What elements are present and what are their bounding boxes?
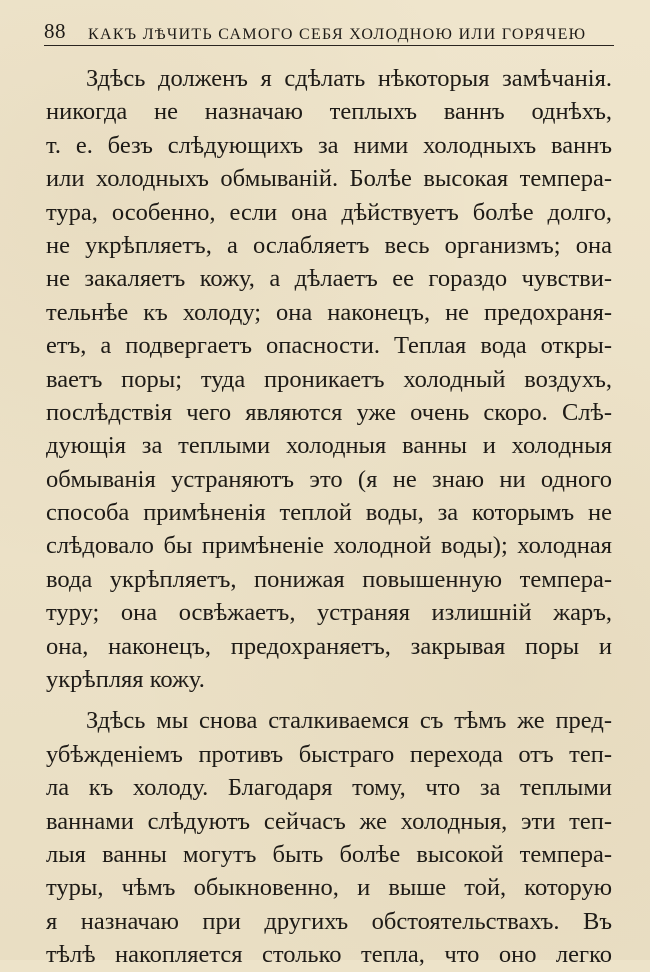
text-line: Здѣсь мы снова сталкиваемся съ тѣмъ же пред-	[86, 707, 612, 735]
text-line: слѣдовало бы примѣненіе холодной воды); холодная	[46, 532, 612, 560]
body-text	[46, 62, 612, 972]
text-line: тельнѣе къ холоду; она наконецъ, не предохраня-	[46, 298, 612, 326]
running-head: КАКЪ ЛѢЧИТЬ САМОГО СЕБЯ ХОЛОДНОЮ ИЛИ ГОРЯЧЕЮ	[88, 26, 587, 43]
header-rule	[44, 45, 614, 46]
text-line: убѣжденіемъ противъ быстраго перехода отъ теп-	[46, 740, 612, 768]
text-line: тѣлѣ накопляется столько тепла, что оно легко	[46, 941, 612, 969]
text-line: я назначаю при другихъ обстоятельствахъ. Въ	[46, 907, 612, 935]
text-line: не закаляетъ кожу, а дѣлаетъ ее гораздо чувстви-	[46, 265, 612, 293]
text-line: ла къ холоду. Благодаря тому, что за теплыми	[46, 774, 612, 802]
paragraph	[46, 704, 612, 971]
text-line: дующія за теплыми холодныя ванны и холодныя	[46, 432, 612, 460]
text-line: вода укрѣпляетъ, понижая повышенную темпера-	[46, 565, 612, 593]
page-number: 88	[44, 19, 66, 43]
paragraph	[46, 62, 612, 696]
text-line: не укрѣпляетъ, а ослабляетъ весь организмъ; она	[46, 231, 612, 259]
text-line: послѣдствія чего являются уже очень скоро. Слѣ-	[46, 398, 612, 426]
text-line: тура, особенно, если она дѣйствуетъ болѣе долго,	[46, 198, 612, 226]
text-line: ваетъ поры; туда проникаетъ холодный воздухъ,	[46, 365, 612, 393]
text-line: Здѣсь долженъ я сдѣлать нѣкоторыя замѣчанія.	[86, 65, 612, 92]
text-line: она, наконецъ, предохраняетъ, закрывая поры и	[46, 632, 612, 660]
text-line: туры, чѣмъ обыкновенно, и выше той, которую	[46, 874, 612, 902]
text-line: или холодныхъ обмываній. Болѣе высокая темпера-	[46, 165, 612, 193]
text-line: етъ, а подвергаетъ опасности. Теплая вода откры-	[46, 332, 612, 360]
text-line: укрѣпляя кожу.	[46, 666, 205, 694]
text-line: т. е. безъ слѣдующихъ за ними холодныхъ ваннъ	[46, 131, 612, 159]
text-line: лыя ванны могутъ быть болѣе высокой темпера-	[46, 840, 612, 868]
text-line: способа примѣненія теплой воды, за которымъ не	[46, 499, 612, 527]
text-line: никогда не назначаю теплыхъ ваннъ однѣхъ,	[46, 98, 612, 126]
text-line: ваннами слѣдуютъ сейчасъ же холодныя, эти теп-	[46, 807, 612, 835]
page-header	[44, 14, 614, 44]
text-line: туру; она освѣжаетъ, устраняя излишній жаръ,	[46, 599, 612, 627]
text-line: обмыванія устраняютъ это (я не знаю ни одного	[46, 465, 612, 493]
